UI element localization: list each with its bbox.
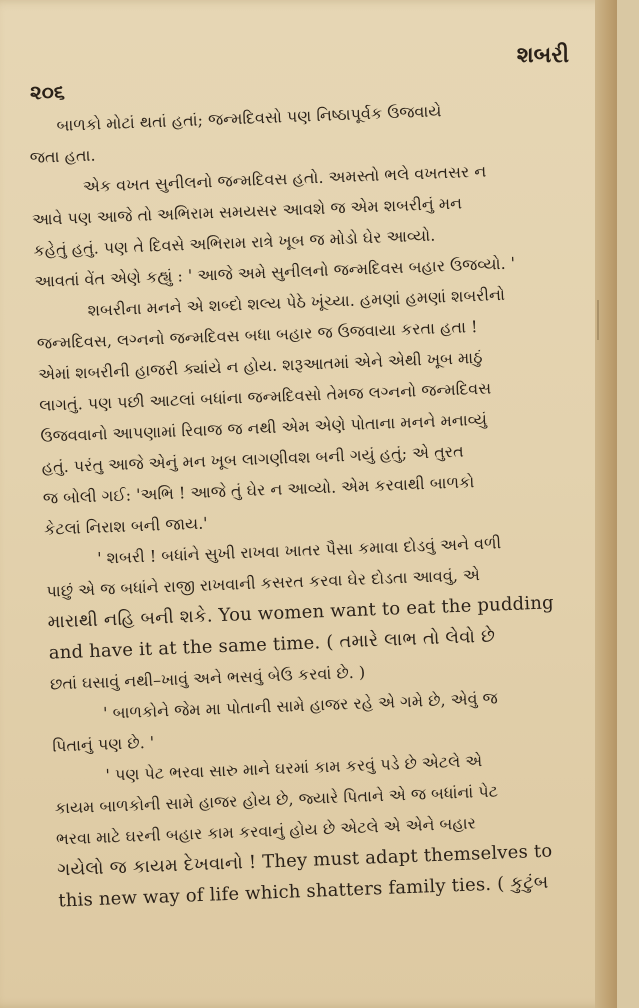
text-line: ' પણ પેટ ભરવા સારુ માને ઘરમાં કામ કરવું પડે છે એટલે એ	[105, 751, 483, 785]
running-title: શબરી	[516, 42, 569, 68]
text-line: જતા હતા.	[29, 145, 96, 168]
text-line: કાયમ બાળકોની સામે હાજર હોય છે, જ્યારે પિતાને એ જ બધાંનાં પેટ	[54, 781, 499, 818]
text-line: બાળકો મોટાં થતાં હતાં; જન્મદિવસો પણ નિષ્ઠાપૂર્વક ઉજવાયે	[56, 101, 442, 135]
text-line: જન્મદિવસ, લગ્નનો જન્મદિવસ બધા બહાર જ ઉજવાયા કરતા હતા !	[36, 316, 478, 353]
text-line: લાગતું. પણ પછી આટલાં બધાંના જન્મદિવસો તેમજ લગ્નનો જન્મદિવસ	[38, 378, 492, 415]
text-line: આવે પણ આજે તો અભિરામ સમયસર આવશે જ એમ શબરીનું મન	[31, 193, 463, 229]
text-line: એમાં શબરીની હાજરી ક્યાંયે ન હોય. શરૂઆતમાં એને એથી ખૂબ માઠું	[37, 347, 483, 384]
text-line: and have it at the same time. ( તમારે લાભ તો લેવો છે	[48, 625, 496, 664]
text-line: ઉજવવાનો આપણામાં રિવાજ જ નથી એમ એણે પોતાના મનને મનાવ્યું	[40, 409, 488, 446]
text-line: ' બાળકોને જેમ મા પોતાની સામે હાજર રહે એ ગમે છે, એવું જ	[102, 688, 499, 723]
text-line: ભરવા માટે ઘરની બહાર કામ કરવાનું હોય છે એટલે એ એને બહાર	[55, 813, 477, 849]
text-line: this new way of life which shatters family ties. ( કુટુંબ	[57, 871, 549, 912]
text-line: છતાં ઘસાવું નથી–ખાવું અને ભસવું બેઉ કરવાં છે. )	[49, 662, 366, 694]
text-line: પાછું એ જ બધાંને રાજી રાખવાની કસરત કરવા ઘેર દોડતા આવવું, એ	[46, 565, 481, 601]
text-line: શબરીના મનને એ શબ્દો શલ્ય પેઠે ખૂંચ્યા. હમણાં હમણાં શબરીનો	[87, 284, 506, 320]
text-line: ' શબરી ! બધાંને સુખી રાખવા ખાતર પૈસા કમાવા દોડવું અને વળી	[96, 533, 502, 568]
text-line: હતું. પરંતુ આજે એનું મન ખૂબ લાગણીવશ બની ગયું હતું; એ તુરત	[41, 441, 464, 477]
text-line: એક વખત સુનીલનો જન્મદિવસ હતો. અમસ્તો ભલે વખતસર ન	[82, 161, 487, 197]
text-line: ગયેલો જ કાયમ દેખવાનો ! They must adapt themselves to	[56, 840, 553, 881]
text-line: પિતાનું પણ છે. '	[52, 732, 155, 756]
page-number: ૨૦૬	[30, 80, 65, 104]
text-line: કહેતું હતું. પણ તે દિવસે અભિરામ રાત્રે ખૂબ જ મોડો ઘેર આવ્યો.	[33, 225, 436, 260]
text-line: મારાથી નહિ બની શકે. You women want to eat the pudding	[47, 592, 555, 633]
text-line: જ બોલી ગઈ: 'અભિ ! આજે તું ઘેર ન આવ્યો. એમ કરવાથી બાળકો	[42, 472, 475, 508]
text-line: આવતાં વેંત એણે કહ્યું : ' આજે અમે સુનીલનો જન્મદિવસ બહાર ઉજવ્યો. '	[34, 253, 516, 291]
text-line: કેટલાં નિરાશ બની જાય.'	[43, 513, 208, 539]
